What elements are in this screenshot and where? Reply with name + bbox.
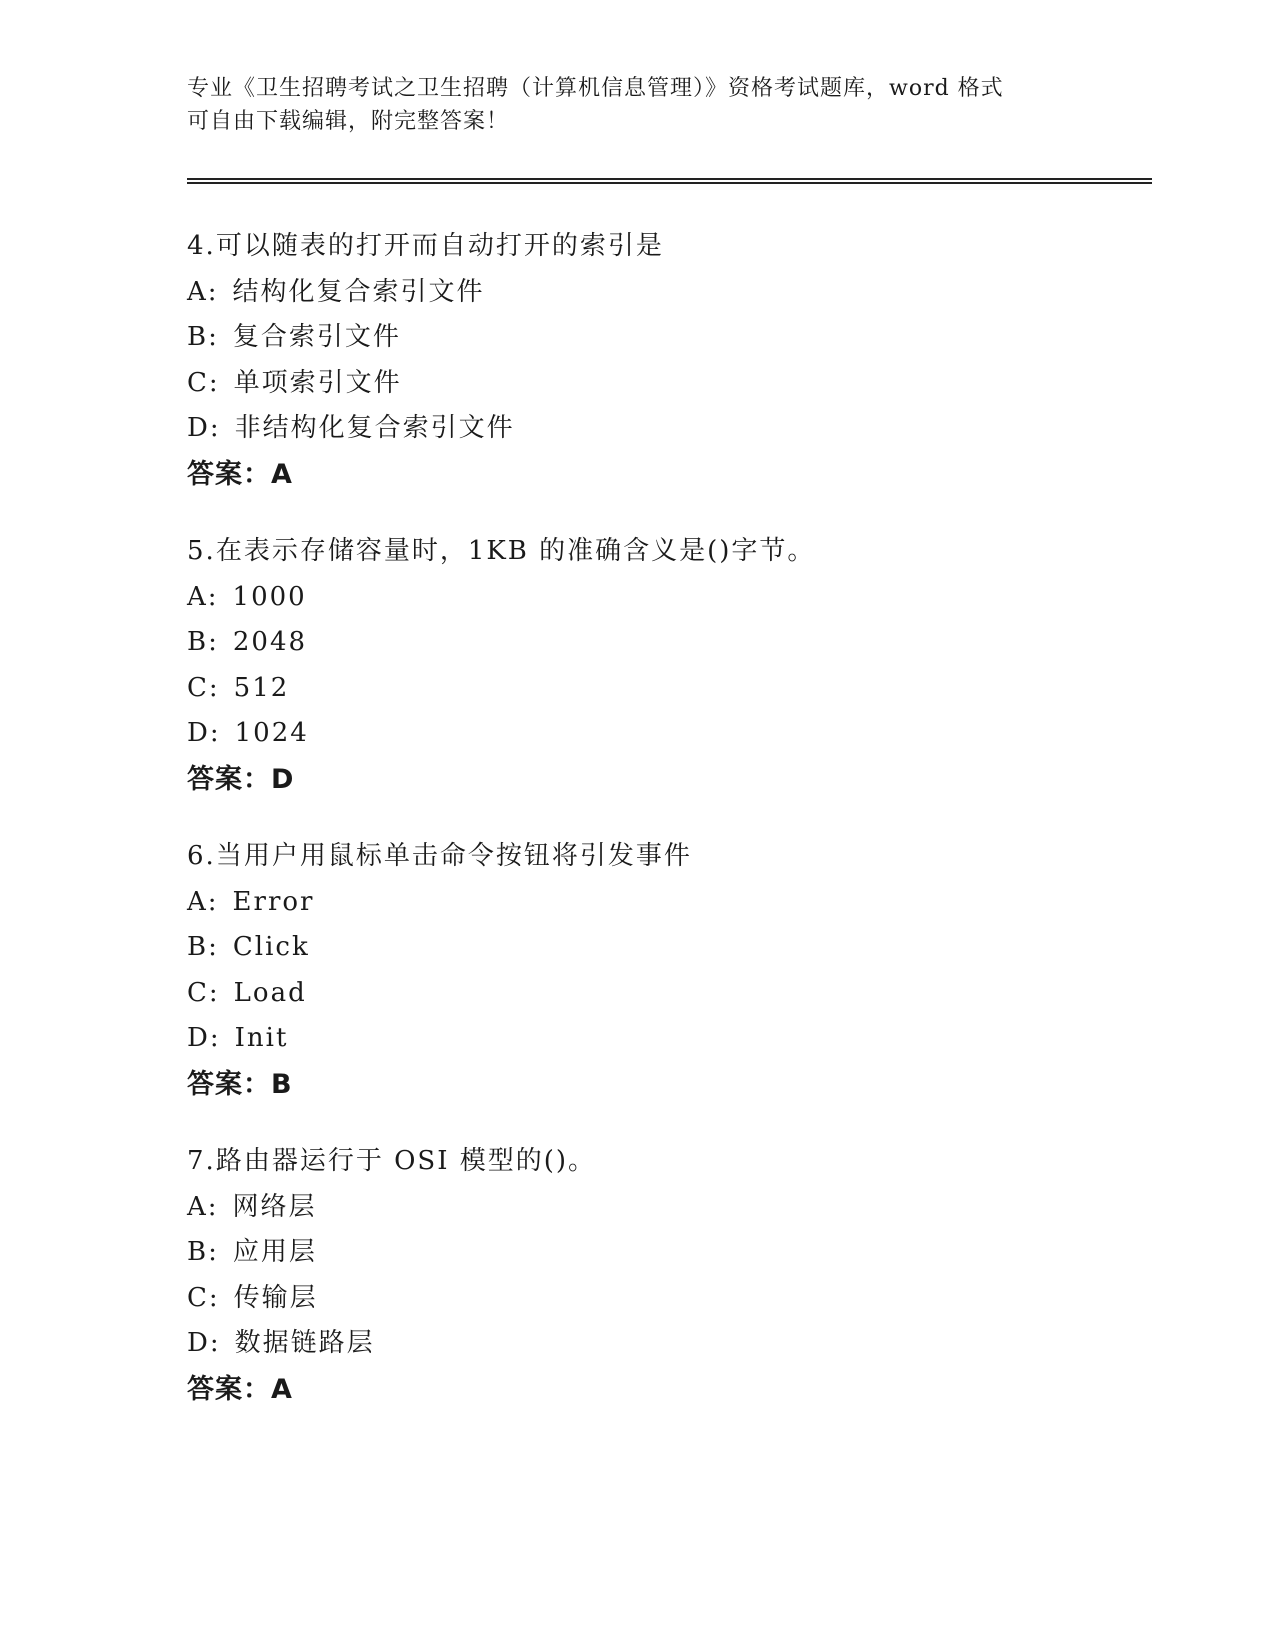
option-d xyxy=(187,1321,1187,1367)
answer-line xyxy=(187,1367,1187,1413)
document-header xyxy=(187,72,1087,138)
option-letter: B: xyxy=(187,322,219,352)
answer-label: 答案： xyxy=(187,763,271,795)
option-letter: A: xyxy=(187,886,219,917)
option-text: 传输层 xyxy=(233,1282,318,1313)
option-letter: D: xyxy=(187,1328,221,1358)
option-b xyxy=(187,620,1187,666)
question-number: 5. xyxy=(187,536,216,566)
question-stem xyxy=(187,224,1187,270)
answer-value: B xyxy=(271,1068,293,1100)
option-letter: A: xyxy=(187,276,219,307)
option-b xyxy=(187,925,1187,971)
answer-value: A xyxy=(271,1373,293,1405)
question-7 xyxy=(187,1139,1187,1412)
option-d xyxy=(187,1016,1187,1062)
option-text: Init xyxy=(234,1023,289,1053)
question-text: 在表示存储容量时，1KB 的准确含义是()字节。 xyxy=(215,536,816,566)
option-a xyxy=(187,575,1187,621)
option-text: 网络层 xyxy=(232,1191,317,1222)
option-d xyxy=(187,406,1187,452)
question-number: 6. xyxy=(187,841,216,871)
question-number: 4. xyxy=(187,231,216,261)
answer-value: D xyxy=(271,763,295,795)
option-a xyxy=(187,270,1187,316)
option-text: 2048 xyxy=(232,627,308,657)
option-letter: B: xyxy=(187,1237,219,1267)
option-text: 512 xyxy=(233,672,290,703)
option-c xyxy=(187,361,1187,407)
option-text: 结构化复合索引文件 xyxy=(232,276,485,307)
option-letter: B: xyxy=(187,932,219,962)
header-line-1: 专业《卫生招聘考试之卫生招聘（计算机信息管理）》资格考试题库，word 格式 xyxy=(187,76,1004,101)
option-letter: C: xyxy=(187,1282,220,1313)
option-letter: A: xyxy=(187,581,219,612)
header-double-rule xyxy=(187,178,1152,184)
option-text: Click xyxy=(232,932,310,962)
option-text: Error xyxy=(232,886,315,917)
option-b xyxy=(187,1230,1187,1276)
question-number: 7. xyxy=(187,1146,216,1176)
option-letter: C: xyxy=(187,367,220,398)
option-letter: D: xyxy=(187,413,221,443)
question-text: 路由器运行于 OSI 模型的()。 xyxy=(215,1146,597,1176)
answer-line xyxy=(187,757,1187,803)
option-c xyxy=(187,666,1187,712)
option-letter: D: xyxy=(187,718,221,748)
option-a xyxy=(187,880,1187,926)
question-6 xyxy=(187,834,1187,1107)
option-letter: C: xyxy=(187,977,220,1008)
answer-value: A xyxy=(271,458,293,490)
option-d xyxy=(187,711,1187,757)
option-text: 单项索引文件 xyxy=(233,367,402,398)
option-letter: D: xyxy=(187,1023,221,1053)
option-text: 复合索引文件 xyxy=(232,322,401,352)
option-letter: C: xyxy=(187,672,220,703)
question-5 xyxy=(187,529,1187,802)
answer-line xyxy=(187,452,1187,498)
option-a xyxy=(187,1185,1187,1231)
option-text: 数据链路层 xyxy=(234,1328,375,1358)
answer-label: 答案： xyxy=(187,458,271,490)
question-stem xyxy=(187,529,1187,575)
question-text: 当用户用鼠标单击命令按钮将引发事件 xyxy=(215,841,692,871)
option-letter: A: xyxy=(187,1191,219,1222)
answer-label: 答案： xyxy=(187,1068,271,1100)
question-stem xyxy=(187,834,1187,880)
option-text: 非结构化复合索引文件 xyxy=(234,413,515,443)
question-text: 可以随表的打开而自动打开的索引是 xyxy=(215,231,664,261)
option-text: 应用层 xyxy=(232,1237,317,1267)
answer-label: 答案： xyxy=(187,1373,271,1405)
answer-line xyxy=(187,1062,1187,1108)
header-line-2: 可自由下载编辑，附完整答案！ xyxy=(187,109,510,134)
option-c xyxy=(187,971,1187,1017)
option-b xyxy=(187,315,1187,361)
option-text: 1000 xyxy=(232,581,307,612)
option-text: 1024 xyxy=(234,718,309,748)
question-4 xyxy=(187,224,1187,497)
option-text: Load xyxy=(233,977,307,1008)
option-letter: B: xyxy=(187,627,219,657)
question-stem xyxy=(187,1139,1187,1185)
option-c xyxy=(187,1276,1187,1322)
